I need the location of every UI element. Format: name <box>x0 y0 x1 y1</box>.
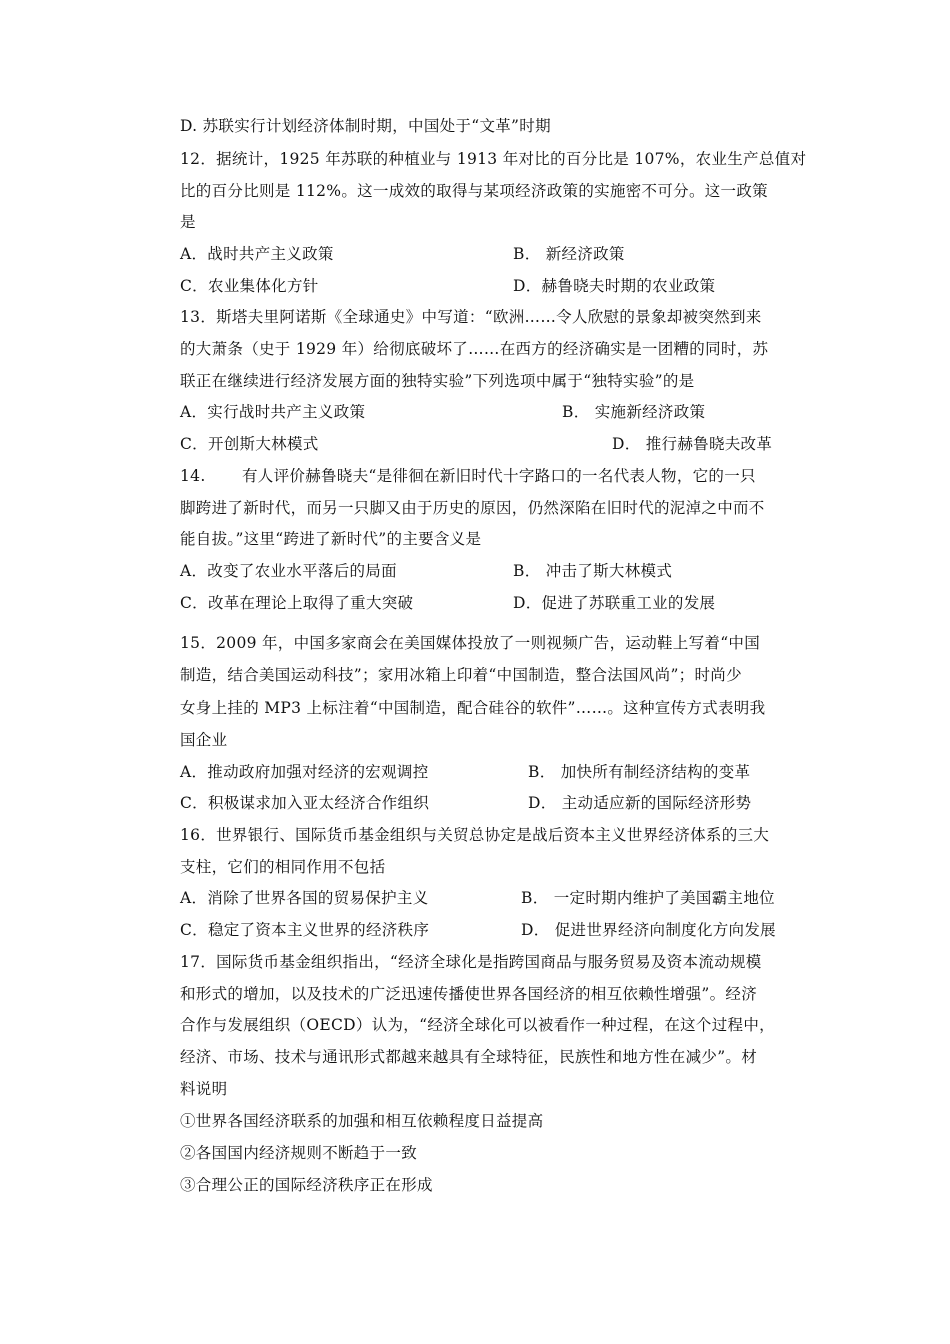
q13-stem-line-1: 13．斯塔夫里阿诺斯《全球通史》中写道：“欧洲……令人欣慰的景象却被突然到来 <box>180 308 762 326</box>
q13-option-b: B． 实施新经济政策 <box>562 403 706 421</box>
q16-option-b: B． 一定时期内维护了美国霸主地位 <box>521 889 775 907</box>
q16-option-c: C．稳定了资本主义世界的经济秩序 <box>180 921 430 939</box>
q13-option-d: D． 推行赫鲁晓夫改革 <box>612 435 773 453</box>
q14-option-d: D．促进了苏联重工业的发展 <box>513 594 716 612</box>
q17-stem-line-2: 和形式的增加，以及技术的广泛迅速传播使世界各国经济的相互依赖性增强”。经济 <box>180 985 758 1003</box>
q13-option-a: A．实行战时共产主义政策 <box>180 403 366 421</box>
q16-option-a: A．消除了世界各国的贸易保护主义 <box>180 889 429 907</box>
q13-stem-line-2: 的大萧条（史于 1929 年）给彻底破坏了……在西方的经济确实是一团糟的同时，苏 <box>180 340 769 358</box>
q14-option-b: B． 冲击了斯大林模式 <box>513 562 673 580</box>
q15-option-c: C．积极谋求加入亚太经济合作组织 <box>180 794 430 812</box>
q15-stem-line-1: 15．2009 年，中国多家商会在美国媒体投放了一则视频广告，运动鞋上写着“中国 <box>180 634 761 652</box>
q14-number: 14. <box>180 467 206 485</box>
q17-stem-line-1: 17．国际货币基金组织指出，“经济全球化是指跨国商品与服务贸易及资本流动规模 <box>180 953 762 971</box>
q15-stem-line-3: 女身上挂的 MP3 上标注着“中国制造，配合硅谷的软件”……。这种宣传方式表明我 <box>180 699 766 717</box>
q17-item-2: ②各国国内经济规则不断趋于一致 <box>180 1144 418 1162</box>
q16-option-d: D． 促进世界经济向制度化方向发展 <box>521 921 776 939</box>
q12-stem-line-3: 是 <box>180 213 196 231</box>
q17-stem-line-5: 料说明 <box>180 1080 228 1098</box>
q14-stem-line-1: 有人评价赫鲁晓夫“是徘徊在新旧时代十字路口的一名代表人物，它的一只 <box>242 467 756 485</box>
q14-option-a: A．改变了农业水平落后的局面 <box>180 562 397 580</box>
q17-item-1: ①世界各国经济联系的加强和相互依赖程度日益提高 <box>180 1112 544 1130</box>
q12-option-c: C．农业集体化方针 <box>180 277 319 295</box>
q12-option-d: D．赫鲁晓夫时期的农业政策 <box>513 277 716 295</box>
q16-stem-line-2: 支柱，它们的相同作用不包括 <box>180 858 386 876</box>
q16-stem-line-1: 16．世界银行、国际货币基金组织与关贸总协定是战后资本主义世界经济体系的三大 <box>180 826 770 844</box>
q15-option-d: D． 主动适应新的国际经济形势 <box>528 794 752 812</box>
q12-option-a: A．战时共产主义政策 <box>180 245 334 263</box>
q15-stem-line-4: 国企业 <box>180 731 228 749</box>
q14-option-c: C．改革在理论上取得了重大突破 <box>180 594 414 612</box>
q17-item-3: ③合理公正的国际经济秩序正在形成 <box>180 1176 433 1194</box>
q13-option-c: C．开创斯大林模式 <box>180 435 319 453</box>
q13-stem-line-3: 联正在继续进行经济发展方面的独特实验”下列选项中属于“独特实验”的是 <box>180 372 695 390</box>
q12-stem-line-2: 比的百分比则是 112%。这一成效的取得与某项经济政策的实施密不可分。这一政策 <box>180 182 768 200</box>
q15-option-b: B． 加快所有制经济结构的变革 <box>528 763 751 781</box>
q14-stem-line-2: 脚跨进了新时代，而另一只脚又由于历史的原因，仍然深陷在旧时代的泥淖之中而不 <box>180 499 765 517</box>
q15-option-a: A．推动政府加强对经济的宏观调控 <box>180 763 429 781</box>
q12-stem-line-1: 12．据统计，1925 年苏联的种植业与 1913 年对比的百分比是 107%，农业生产总值对 <box>180 150 807 168</box>
q11-option-d: D. 苏联实行计划经济体制时期，中国处于“文革”时期 <box>180 117 551 135</box>
q17-stem-line-3: 合作与发展组织（OECD）认为，“经济全球化可以被看作一种过程，在这个过程中， <box>180 1016 775 1034</box>
q17-stem-line-4: 经济、市场、技术与通讯形式都越来越具有全球特征，民族性和地方性在减少”。材 <box>180 1048 758 1066</box>
q15-stem-line-2: 制造，结合美国运动科技”；家用冰箱上印着“中国制造，整合法国风尚”；时尚少 <box>180 666 742 684</box>
q14-stem-line-3: 能自拔。”这里“跨进了新时代”的主要含义是 <box>180 530 482 548</box>
q12-option-b: B． 新经济政策 <box>513 245 625 263</box>
